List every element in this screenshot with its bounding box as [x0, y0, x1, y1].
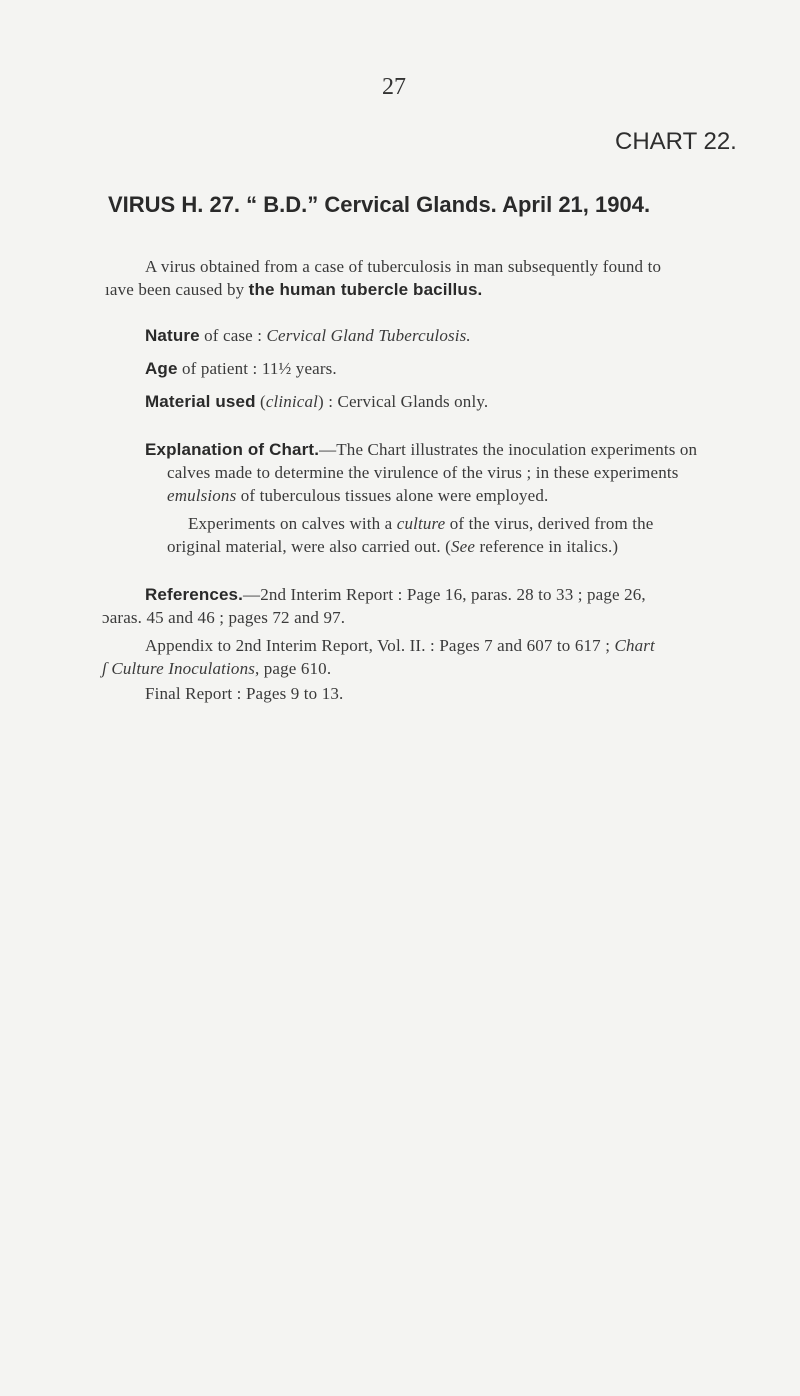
age-of-patient: [145, 359, 337, 379]
references-culture-inoculations: ʃ Culture Inoculations: [102, 659, 255, 678]
explanation-text-5b: reference in italics.): [475, 537, 619, 556]
references-line-1: [145, 585, 646, 605]
age-connector: of patient :: [177, 359, 262, 378]
explanation-line-2: calves made to determine the virulence of the virus ; in these experiments: [167, 463, 679, 482]
explanation-text-4b: of the virus, derived from the: [445, 514, 654, 533]
intro-line-2: [105, 280, 482, 300]
references-line-2: ɔaras. 45 and 46 ; pages 72 and 97.: [102, 608, 346, 627]
material-open: (: [255, 392, 266, 411]
page-title: VIRUS H. 27. “ B.D.” Cervical Glands. April 21, 1904.: [108, 192, 651, 217]
age-value: 11½ years.: [261, 359, 337, 378]
material-label: Material used: [145, 392, 256, 411]
references-line-5: Final Report : Pages 9 to 13.: [145, 684, 344, 703]
nature-connector: of case :: [199, 326, 267, 345]
explanation-label: Explanation of Chart.: [145, 440, 320, 459]
references-text-1: —2nd Interim Report : Page 16, paras. 28 to 33 ; page 26,: [243, 585, 646, 604]
explanation-line-3: [167, 486, 548, 506]
explanation-line-5: [167, 537, 618, 557]
material-rest: ) : Cervical Glands only.: [318, 392, 489, 411]
material-used: [145, 392, 488, 412]
references-label: References.: [145, 585, 244, 604]
explanation-text-5a: original material, were also carried out. (: [167, 537, 451, 556]
references-chart: Chart: [614, 636, 655, 655]
page-number: 27: [382, 74, 406, 100]
chart-label: CHART 22.: [615, 128, 737, 155]
explanation-line-4: [188, 514, 653, 534]
explanation-text-3: of tuberculous tissues alone were employed.: [236, 486, 549, 505]
references-line-4: [102, 659, 331, 679]
explanation-see: See: [451, 537, 476, 556]
references-text-4: , page 610.: [254, 659, 332, 678]
intro-line-1: A virus obtained from a case of tuberculosis in man subsequently found to: [145, 257, 662, 276]
material-clinical: clinical: [265, 392, 319, 411]
nature-value: Cervical Gland Tuberculosis.: [266, 326, 471, 345]
nature-label: Nature: [145, 326, 200, 345]
intro-line-2-text: ıave been caused by: [105, 280, 249, 299]
intro-bacillus-text: the human tubercle bacillus.: [248, 280, 483, 299]
explanation-text-4a: Experiments on calves with a: [188, 514, 397, 533]
references-line-3: [145, 636, 655, 656]
age-label: Age: [145, 359, 178, 378]
explanation-emulsions: emulsions: [167, 486, 237, 505]
explanation-culture: culture: [396, 514, 446, 533]
nature-of-case: [145, 326, 471, 346]
explanation-line-1: [145, 440, 697, 460]
explanation-text-1: —The Chart illustrates the inoculation experiments on: [319, 440, 698, 459]
references-text-3: Appendix to 2nd Interim Report, Vol. II. : Pages 7 and 607 to 617 ;: [145, 636, 615, 655]
